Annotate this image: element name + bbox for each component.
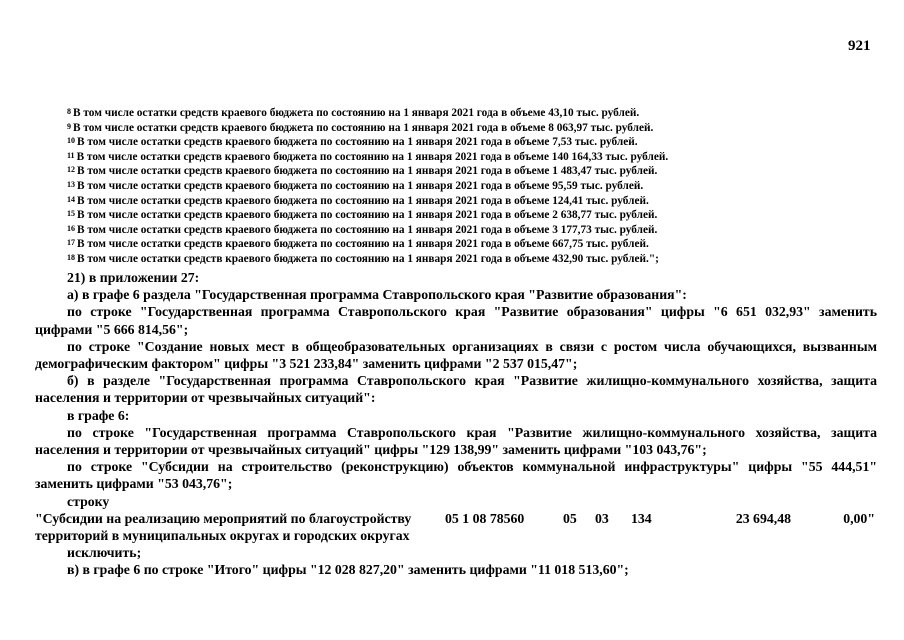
footnote-text: В том числе остатки средств краевого бюджета по состоянию на 1 января 2021 года в объеме 124,41 тыс. рублей.: [77, 194, 649, 207]
footnote: [67, 208, 857, 223]
table-cell-type: 134: [631, 510, 652, 526]
footnote-marker: 9: [67, 121, 71, 131]
table-row: [35, 510, 877, 544]
footnote: [67, 194, 857, 209]
footnote-text: В том числе остатки средств краевого бюджета по состоянию на 1 января 2021 года в объеме 140 164,33 тыс. рублей.: [76, 150, 669, 163]
footnote: [67, 252, 857, 267]
footnote-text: В том числе остатки средств краевого бюджета по состоянию на 1 января 2021 года в объеме 1 483,47 тыс. рублей.: [77, 165, 658, 178]
paragraph: по строке "Субсидии на строительство (реконструкцию) объектов коммунальной инфраструктуры" цифры "55 444,51" заменить цифрами "53 043,76";: [35, 459, 877, 492]
table-cell-amount: 23 694,48: [735, 510, 791, 526]
footnote-marker: 17: [67, 238, 75, 248]
footnote-marker: 18: [67, 252, 75, 262]
paragraph: б) в разделе "Государственная программа Ставропольского края "Развитие жилищно-коммунального хозяйства, защита населения и территории от чрезвычайных ситуаций":: [35, 373, 877, 406]
footnote-marker: 8: [67, 107, 71, 116]
paragraph: по строке "Государственная программа Ставропольского края "Развитие жилищно-коммунального хозяйства, защита населения и территории от чрезвычайных ситуаций" цифры "129 138,99" заменить цифрами "103 043,76";: [35, 424, 877, 458]
table-cell-subsection: 03: [595, 510, 609, 526]
footnote: [67, 237, 857, 252]
paragraph: в) в графе 6 по строке "Итого" цифры "12 028 827,20" заменить цифрами "11 018 513,60";: [67, 562, 629, 578]
document-body: [35, 269, 877, 579]
footnote: [67, 121, 857, 136]
footnote-text: В том числе остатки средств краевого бюджета по состоянию на 1 января 2021 года в объеме 432,90 тыс. рублей.";: [77, 252, 659, 265]
footnote: [67, 179, 857, 194]
footnote-marker: 11: [67, 150, 75, 160]
footnote: [67, 135, 857, 150]
paragraph: а) в графе 6 раздела "Государственная программа Ставропольского края "Развитие образования":: [67, 287, 687, 303]
table-cell-section: 05: [563, 510, 577, 526]
paragraph: по строке "Государственная программа Ставропольского края "Развитие образования" цифры "6 651 032,93" заменить цифрами "5 666 814,56";: [35, 304, 877, 337]
paragraph: в графе 6:: [67, 407, 130, 423]
footnote-marker: 12: [67, 165, 75, 175]
footnote: [67, 150, 857, 165]
footnote-text: В том числе остатки средств краевого бюджета по состоянию на 1 января 2021 года в объеме 2 638,77 тыс. рублей.: [77, 209, 658, 222]
footnotes: [67, 106, 857, 267]
footnote: [67, 106, 857, 121]
footnote: [67, 164, 857, 179]
footnote-text: В том числе остатки средств краевого бюджета по состоянию на 1 января 2021 года в объеме 43,10 тыс. рублей.: [73, 107, 640, 119]
paragraph: по строке "Создание новых мест в общеобразовательных организациях в связи с ростом числа обучающихся, вызванным демографическим фактором" цифры "3 521 233,84" заменить цифрами "2 537 015,47";: [35, 338, 877, 372]
table-cell-name: "Субсидии на реализацию мероприятий по благоустройству территорий в муниципальных округах и городских округах: [35, 510, 412, 544]
footnote-marker: 13: [67, 179, 75, 189]
footnote-marker: 10: [67, 136, 75, 146]
footnote-marker: 14: [67, 194, 75, 204]
footnote-marker: 15: [67, 209, 75, 219]
footnote-marker: 16: [67, 223, 75, 233]
table-cell-code: 05 1 08 78560: [445, 510, 525, 526]
footnote-text: В том числе остатки средств краевого бюджета по состоянию на 1 января 2021 года в объеме 3 177,73 тыс. рублей.: [77, 223, 658, 236]
paragraph: 21) в приложении 27:: [67, 270, 200, 285]
page-number: 921: [848, 38, 871, 54]
footnote-text: В том числе остатки средств краевого бюджета по состоянию на 1 января 2021 года в объеме 667,75 тыс. рублей.: [77, 238, 649, 251]
footnote-text: В том числе остатки средств краевого бюджета по состоянию на 1 января 2021 года в объеме 7,53 тыс. рублей.: [77, 136, 638, 149]
footnote: [67, 223, 857, 238]
paragraph: строку: [67, 493, 110, 509]
table-cell-amount-2: 0,00": [843, 510, 875, 526]
footnote-text: В том числе остатки средств краевого бюджета по состоянию на 1 января 2021 года в объеме 8 063,97 тыс. рублей.: [73, 121, 654, 134]
paragraph: исключить;: [67, 545, 142, 561]
footnote-text: В том числе остатки средств краевого бюджета по состоянию на 1 января 2021 года в объеме 95,59 тыс. рублей.: [77, 179, 644, 192]
